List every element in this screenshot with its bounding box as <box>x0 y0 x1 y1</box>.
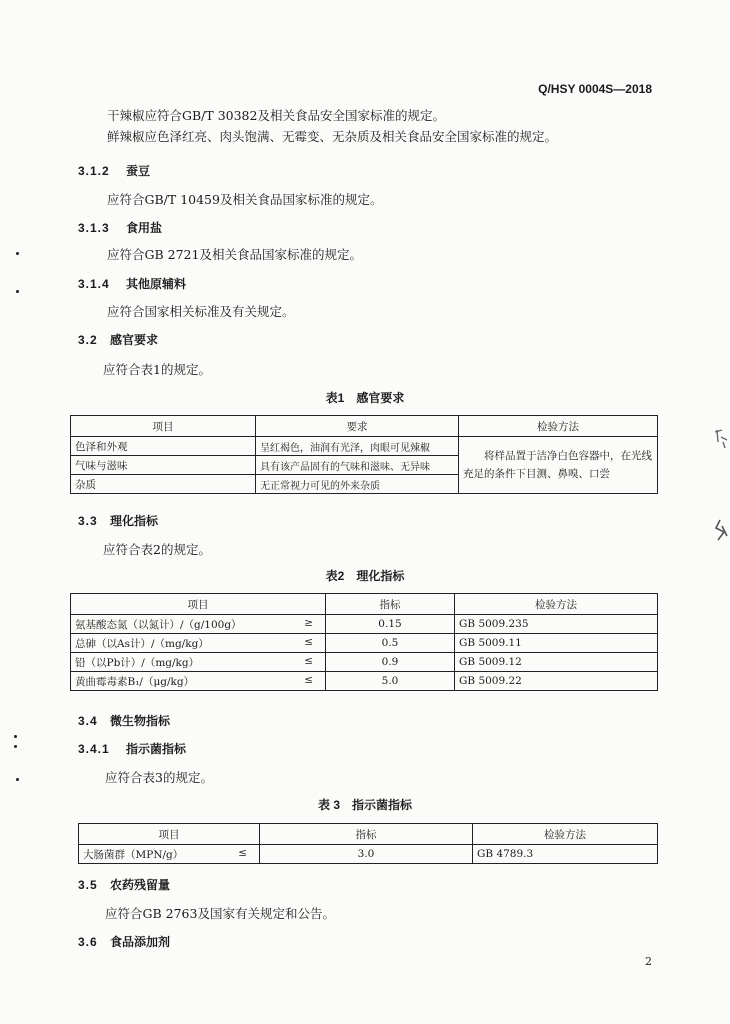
table-cell <box>71 634 326 653</box>
table-cell: 杂质 <box>71 475 256 494</box>
comparison-symbol: ≤ <box>304 673 313 686</box>
section-3-5-text: 应符合GB 2763及国家有关规定和公告。 <box>105 906 335 921</box>
table-cell: 0.9 <box>326 653 455 672</box>
scan-smudge-mark <box>712 428 730 454</box>
table-header: 检验方法 <box>459 416 658 437</box>
table-2-caption: 表2 理化指标 <box>325 569 405 583</box>
section-3-1-3-heading <box>78 219 162 236</box>
section-title: 指示菌指标 <box>126 742 187 756</box>
section-3-2-heading <box>78 331 158 348</box>
section-number: 3.1.3 <box>78 221 110 235</box>
table-cell: 色泽和外观 <box>71 437 256 456</box>
section-title: 农药残留量 <box>110 878 171 892</box>
table-cell: GB 5009.22 <box>455 672 658 691</box>
section-3-4-1-text: 应符合表3的规定。 <box>105 770 213 785</box>
table-cell: 气味与滋味 <box>71 456 256 475</box>
scan-dot <box>16 290 19 293</box>
section-title: 理化指标 <box>110 514 159 528</box>
table-1 <box>70 415 658 494</box>
table-cell <box>71 653 326 672</box>
table-row <box>71 615 658 634</box>
item-name: 氨基酸态氮（以氮计）/（g/100g） <box>75 618 242 631</box>
section-title: 食品添加剂 <box>110 935 171 949</box>
table-row <box>71 437 658 456</box>
table-cell: 3.0 <box>260 845 473 864</box>
section-3-1-2-heading <box>78 162 150 179</box>
table-3-caption: 表 3 指示菌指标 <box>317 798 412 812</box>
item-name: 大肠菌群（MPN/g） <box>83 848 184 861</box>
section-number: 3.3 <box>78 514 98 528</box>
standard-code: Q/HSY 0004S—2018 <box>538 82 652 96</box>
table-cell: GB 5009.235 <box>455 615 658 634</box>
table-2 <box>70 593 658 691</box>
table-cell-method: 将样品置于洁净白色容器中，在光线充足的条件下目测、鼻嗅、口尝 <box>459 437 658 494</box>
table-cell <box>71 672 326 691</box>
comparison-symbol: ≤ <box>238 846 247 859</box>
smudge-shape <box>712 518 730 544</box>
section-3-3-heading <box>78 512 158 529</box>
section-3-6-heading <box>78 933 170 950</box>
section-title: 蚕豆 <box>126 164 151 178</box>
table-cell: 5.0 <box>326 672 455 691</box>
item-name: 总砷（以As计）/（mg/kg） <box>75 637 209 650</box>
table-cell: 呈红褐色，油润有光泽，肉眼可见辣椒 <box>256 437 459 456</box>
item-name: 黄曲霉毒素B₁/（μg/kg） <box>75 675 195 688</box>
intro-paragraph-2: 鲜辣椒应色泽红亮、肉头饱满、无霉变、无杂质及相关食品安全国家标准的规定。 <box>107 129 558 144</box>
scan-dot <box>14 745 17 748</box>
table-cell <box>71 615 326 634</box>
section-number: 3.1.4 <box>78 277 110 291</box>
section-3-1-3-text: 应符合GB 2721及相关食品国家标准的规定。 <box>107 247 362 262</box>
table-header: 项目 <box>79 824 260 845</box>
intro-paragraph-1: 干辣椒应符合GB/T 30382及相关食品安全国家标准的规定。 <box>107 108 445 123</box>
scan-dot <box>16 778 19 781</box>
comparison-symbol: ≥ <box>304 616 313 629</box>
section-number: 3.6 <box>78 935 98 949</box>
section-3-1-2-text: 应符合GB/T 10459及相关食品国家标准的规定。 <box>107 192 383 207</box>
table-row <box>71 672 658 691</box>
scan-dot <box>14 735 17 738</box>
comparison-symbol: ≤ <box>304 635 313 648</box>
table-header: 项目 <box>71 416 256 437</box>
section-3-3-text: 应符合表2的规定。 <box>103 542 211 557</box>
section-3-2-text: 应符合表1的规定。 <box>103 362 211 377</box>
table-cell: GB 5009.11 <box>455 634 658 653</box>
section-title: 其他原辅料 <box>126 277 187 291</box>
section-number: 3.4 <box>78 714 98 728</box>
section-number: 3.1.2 <box>78 164 110 178</box>
table-cell: 无正常视力可见的外来杂质 <box>256 475 459 494</box>
section-3-4-heading <box>78 712 170 729</box>
table-3 <box>78 823 658 864</box>
section-number: 3.4.1 <box>78 742 110 756</box>
section-title: 食用盐 <box>126 221 163 235</box>
section-number: 3.5 <box>78 878 98 892</box>
comparison-symbol: ≤ <box>304 654 313 667</box>
table-header: 检验方法 <box>473 824 658 845</box>
section-3-5-heading <box>78 876 170 893</box>
section-3-1-4-heading <box>78 275 186 292</box>
table-1-caption: 表1 感官要求 <box>325 391 405 405</box>
table-header: 要求 <box>256 416 459 437</box>
scan-smudge-mark <box>712 518 730 548</box>
table-header: 指标 <box>326 594 455 615</box>
table-header: 项目 <box>71 594 326 615</box>
table-cell: 具有该产品固有的气味和滋味、无异味 <box>256 456 459 475</box>
section-3-1-4-text: 应符合国家相关标准及有关规定。 <box>107 304 295 319</box>
table-cell: GB 5009.12 <box>455 653 658 672</box>
table-header: 指标 <box>260 824 473 845</box>
section-3-4-1-heading <box>78 740 186 757</box>
table-cell: GB 4789.3 <box>473 845 658 864</box>
table-row <box>71 634 658 653</box>
table-row <box>71 653 658 672</box>
section-number: 3.2 <box>78 333 98 347</box>
table-cell <box>79 845 260 864</box>
scan-dot <box>16 252 19 255</box>
item-name: 铅（以Pb计）/（mg/kg） <box>75 656 200 669</box>
table-cell: 0.5 <box>326 634 455 653</box>
page-number: 2 <box>645 955 652 968</box>
table-header: 检验方法 <box>455 594 658 615</box>
table-cell: 0.15 <box>326 615 455 634</box>
table-row <box>79 845 658 864</box>
section-title: 感官要求 <box>110 333 159 347</box>
section-title: 微生物指标 <box>110 714 171 728</box>
smudge-shape <box>712 428 730 450</box>
